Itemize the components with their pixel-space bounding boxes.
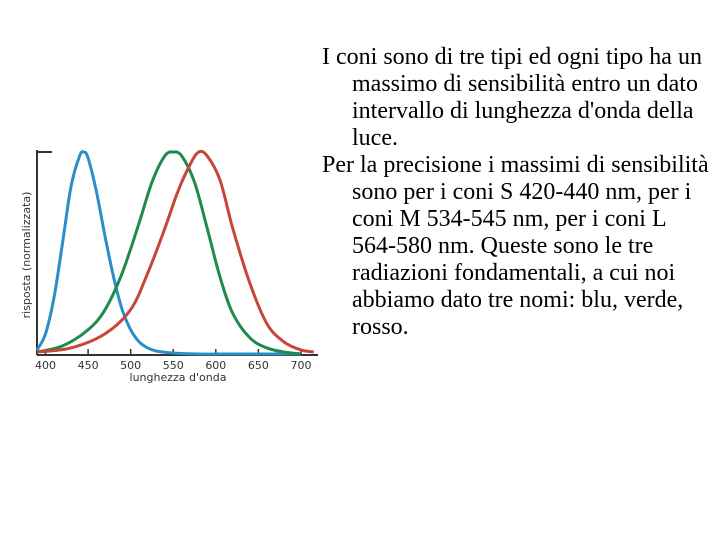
x-tick-label-700: 700: [290, 359, 312, 372]
response-curves: [37, 151, 314, 354]
paragraph-sensitivity-peaks: Per la precisione i massimi di sensibilità sono per i coni S 420-440 nm, per i coni M 534-545 nm, per i coni L 564-580 nm. Queste sono le tre radiazioni fondamentali, a cui noi abbiamo dato tre nomi: blu, verde, rosso.: [322, 152, 709, 340]
x-axis-label: lunghezza d'onda: [129, 371, 227, 384]
x-tick-label-450: 450: [77, 359, 99, 372]
description-text: [322, 44, 714, 341]
chart-axes: [37, 150, 318, 355]
paragraph-cone-types: I coni sono di tre tipi ed ogni tipo ha un massimo di sensibilità entro un dato intervallo di lunghezza d'onda della luce.: [322, 44, 702, 151]
x-tick-label-550: 550: [162, 359, 184, 372]
response-curve-3: [37, 151, 314, 352]
x-tick-label-500: 500: [120, 359, 142, 372]
x-tick-label-650: 650: [247, 359, 269, 372]
y-axis-label: risposta (normalizzata): [20, 191, 33, 319]
cone-response-chart: [0, 0, 330, 400]
response-curve-2: [37, 152, 301, 354]
response-curve-1: [37, 152, 301, 354]
x-tick-label-400: 400: [35, 359, 57, 372]
x-tick-label-600: 600: [205, 359, 227, 372]
